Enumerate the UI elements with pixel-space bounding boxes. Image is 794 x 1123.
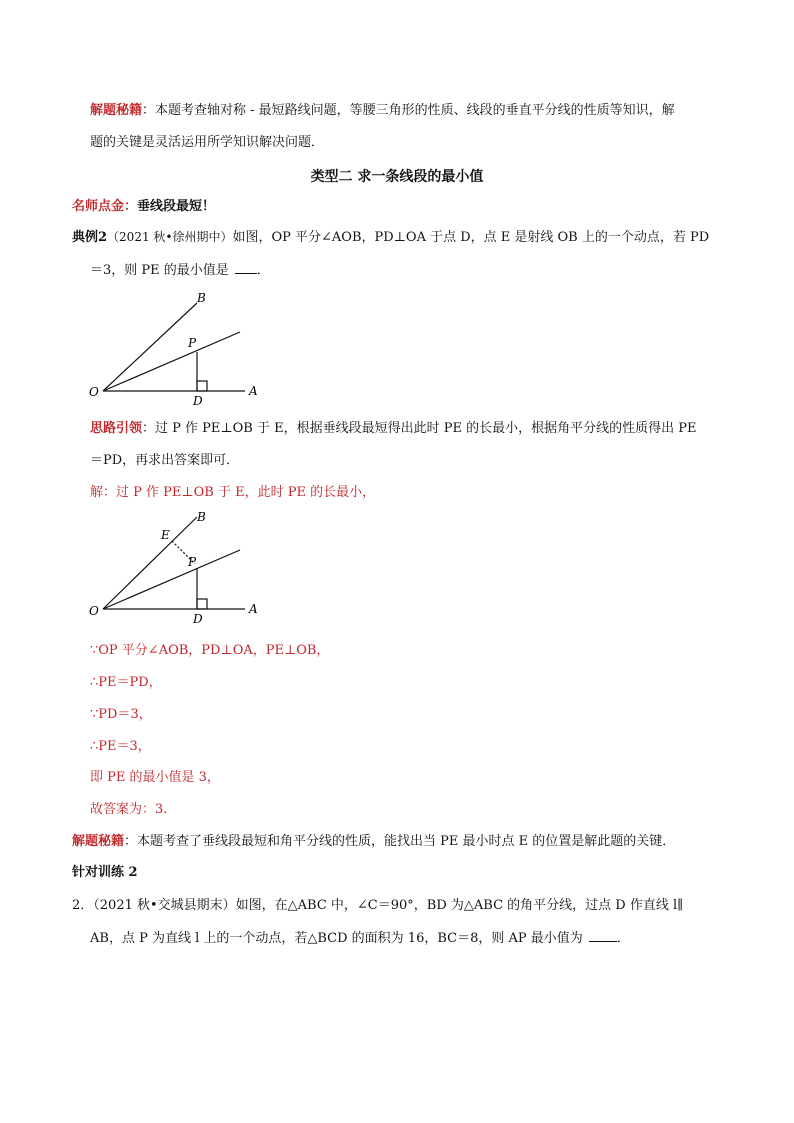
example-line1	[72, 231, 709, 244]
teacher-tip-text: 垂线段最短！	[137, 199, 216, 214]
label-d: D	[193, 394, 203, 408]
label-o: O	[89, 604, 99, 618]
label-b: B	[197, 510, 206, 524]
label-p: P	[188, 336, 197, 350]
solution-intro: 解：过 P 作 PE⊥OB 于 E，此时 PE 的长最小，	[90, 485, 376, 500]
tip2-label: 解题秘籍	[72, 834, 125, 849]
idea-text1: ：过 P 作 PE⊥OB 于 E，根据垂线段最短得出此时 PE 的长最小，根据角平分线的性质得出 PE	[142, 421, 697, 436]
step-3: ∵PD＝3，	[90, 707, 152, 722]
example-text: 如图，OP 平分∠AOB，PD⊥OA 于点 D，点 E 是射线 OB 上的一个动点，若 PD	[232, 230, 710, 245]
example-label: 典例2	[72, 230, 108, 245]
step-4: ∴PE＝3，	[90, 739, 151, 754]
step-2: ∴PE＝PD，	[90, 675, 162, 690]
teacher-tip-label: 名师点金：	[72, 199, 138, 214]
step-1: ∵OP 平分∠AOB，PD⊥OA，PE⊥OB，	[90, 643, 330, 658]
label-e: E	[161, 528, 170, 542]
right-angle-mark	[197, 381, 207, 391]
example-text2: ＝3，则 PE 的最小值是	[90, 263, 229, 278]
prev-tip-text1: ：本题考查轴对称 - 最短路线问题，等腰三角形的性质、线段的垂直平分线的性质等知识，解	[142, 103, 675, 118]
step-6: 故答案为：3．	[90, 802, 177, 817]
label-b: B	[197, 291, 206, 305]
figure-2	[85, 505, 275, 630]
teacher-tip	[72, 200, 215, 213]
prev-tip-line2: 题的关键是灵活运用所学知识解决问题．	[90, 135, 325, 150]
answer-blank-2	[589, 931, 617, 942]
answer-blank	[235, 263, 257, 274]
label-d: D	[193, 612, 203, 626]
problem2-text2: AB，点 P 为直线 l 上的一个动点，若△BCD 的面积为 16，BC＝8，则 AP 最小值为	[90, 931, 583, 946]
section-title: 类型二 求一条线段的最小值	[310, 169, 484, 185]
prev-tip-line1	[90, 104, 675, 117]
ray-op	[103, 550, 240, 609]
ray-ob	[103, 303, 197, 391]
right-angle-mark	[197, 599, 207, 609]
figure-1	[85, 285, 275, 410]
ray-ob	[103, 517, 197, 609]
example-line2: ＝3，则 PE 的最小值是 ．	[90, 263, 270, 278]
tip2-text: ：本题考查了垂线段最短和角平分线的性质，能找出当 PE 最小时点 E 的位置是解此题的关键．	[124, 834, 676, 849]
label-a: A	[249, 384, 258, 398]
idea-line1	[90, 422, 696, 435]
label-o: O	[89, 385, 99, 399]
step-5: 即 PE 的最小值是 3，	[90, 770, 220, 785]
example-source: （2021 秋•徐州期中）	[107, 230, 233, 244]
tip2-line	[72, 835, 675, 848]
label-a: A	[249, 602, 258, 616]
problem2-line1: 2．（2021 秋•交城县期末）如图，在△ABC 中，∠C＝90°，BD 为△ABC 的角平分线，过点 D 作直线 l∥	[72, 898, 684, 913]
prev-tip-label: 解题秘籍	[90, 103, 143, 118]
idea-line2: ＝PD，再求出答案即可．	[90, 453, 240, 468]
problem2-line2: AB，点 P 为直线 l 上的一个动点，若△BCD 的面积为 16，BC＝8，则 AP 最小值为 ．	[90, 931, 630, 946]
label-p: P	[188, 555, 197, 569]
training-title: 针对训练 2	[72, 865, 138, 880]
ray-op	[103, 332, 240, 391]
idea-label: 思路引领	[90, 421, 143, 436]
